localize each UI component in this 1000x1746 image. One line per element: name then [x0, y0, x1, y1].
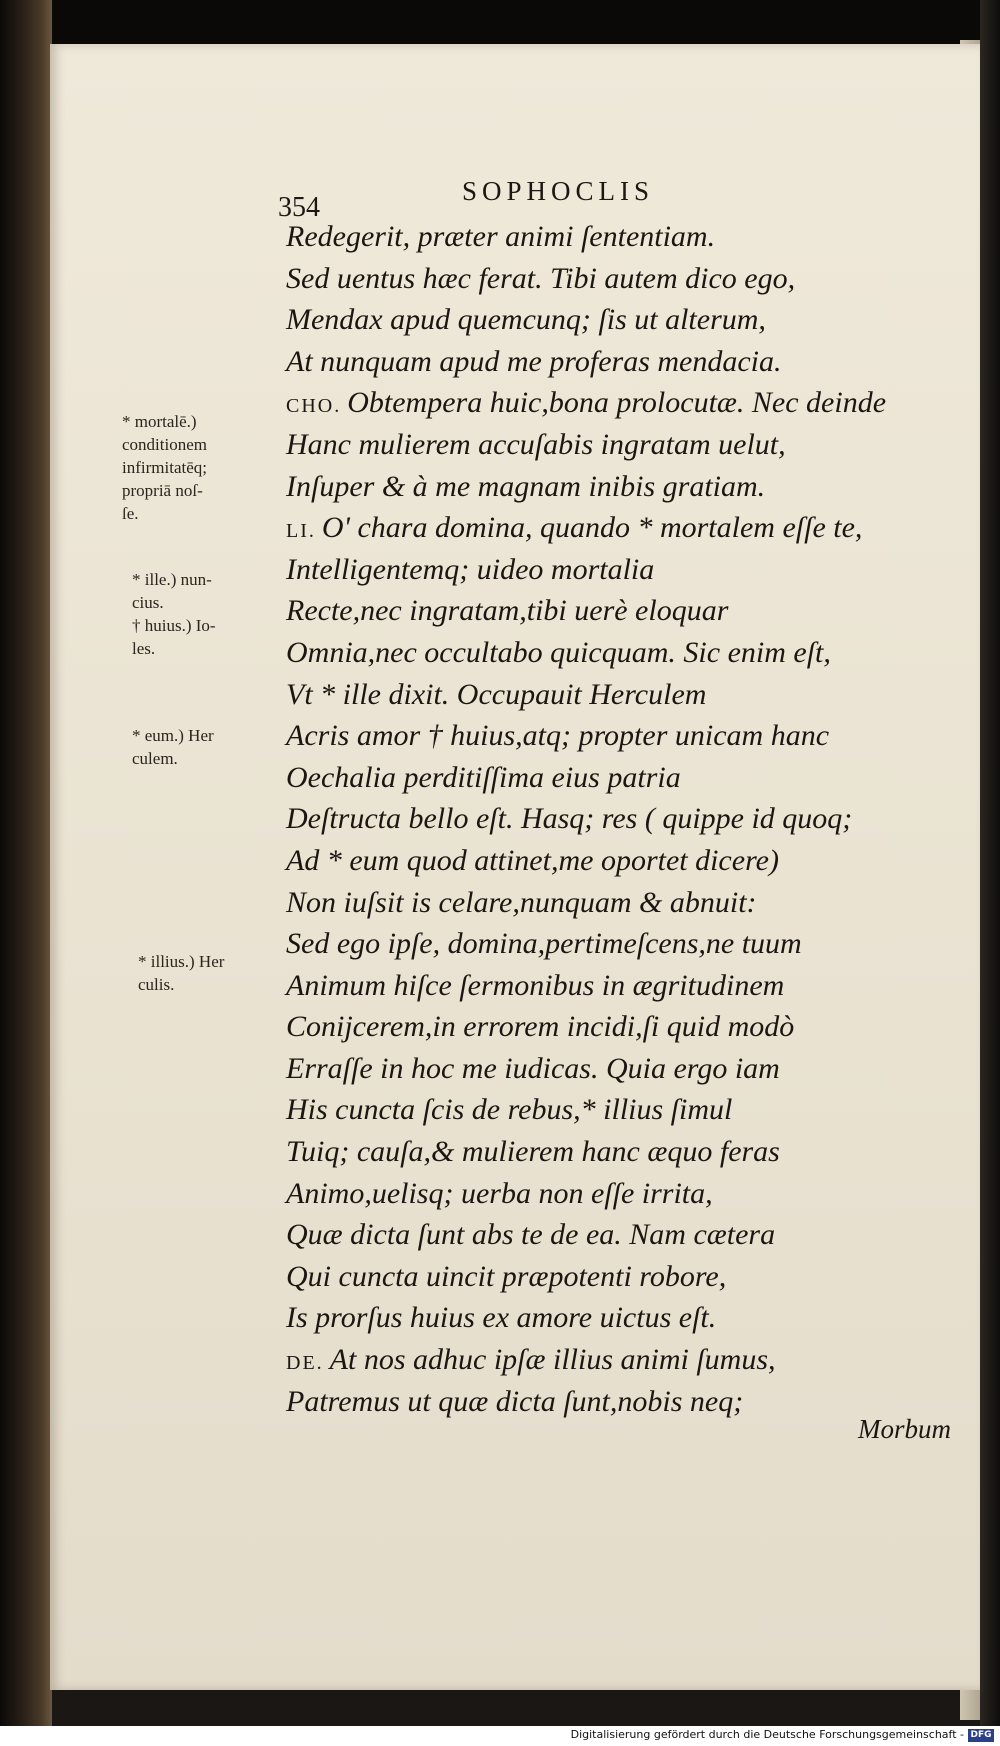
digitization-credit: Digitalisierung gefördert durch die Deutsche Forschungsgemeinschaft - — [570, 1728, 964, 1741]
verse-line-text: His cuncta ſcis de rebus,* illius ſimul — [286, 1093, 733, 1127]
verse-line — [286, 382, 976, 424]
verse-line-text: Oechalia perditiſſima eius patria — [286, 760, 681, 794]
speaker-label: LI. — [286, 520, 316, 543]
verse-line — [286, 466, 976, 508]
verse-line-text: Mendax apud quemcunq; ſis ut alterum, — [286, 303, 766, 337]
verse-line — [286, 216, 976, 258]
catchword: Morbum — [858, 1414, 951, 1444]
margin-note-line: infirmitatēq; — [122, 458, 207, 477]
verse-line — [286, 674, 976, 716]
verse-line-text: At nos adhuc ipſæ illius animi ſumus, — [329, 1343, 776, 1377]
verse-line — [286, 882, 976, 924]
scan-top-border — [0, 0, 1000, 44]
verse-line-text: Qui cuncta uincit præpotenti robore, — [286, 1259, 727, 1293]
verse-line-text: Tuiq; cauſa,& mulierem hanc æquo feras — [286, 1135, 780, 1169]
margin-note-line: cius. — [132, 593, 164, 612]
verse-line-text: Intelligentemq; uideo mortalia — [286, 552, 655, 586]
verse-line — [286, 1339, 976, 1381]
margin-note-eum — [132, 724, 214, 770]
verse-line-text: Vt * ille dixit. Occupauit Herculem — [286, 677, 707, 711]
verse-line — [286, 923, 976, 965]
verse-line-text: Sed uentus hæc ferat. Tibi autem dico ego, — [286, 261, 796, 295]
verse-line — [286, 1006, 976, 1048]
verse-line — [286, 1256, 976, 1298]
verse-line-text: Quæ dicta ſunt abs te de ea. Nam cætera — [286, 1218, 776, 1252]
verse-line-text: Hanc mulierem accuſabis ingratam uelut, — [286, 427, 786, 461]
margin-note-line: * illius.) Her — [138, 952, 225, 971]
margin-note-illius — [138, 950, 224, 996]
verse-line-text: Redegerit, præter animi ſententiam. — [286, 220, 716, 253]
dfg-logo: DFG — [968, 1729, 994, 1742]
margin-note-line: propriā noſ- — [122, 481, 203, 500]
verse-line — [286, 549, 976, 591]
margin-note-line: conditionem — [122, 435, 207, 454]
verse-line — [286, 1297, 976, 1339]
book-page — [50, 44, 980, 1690]
running-title: SOPHOCLIS — [462, 176, 655, 206]
verse-line — [286, 757, 976, 799]
verse-line — [286, 840, 976, 882]
verse-line-text: Animo,uelisq; uerba non eſſe irrita, — [286, 1176, 713, 1210]
scan-right-border — [980, 0, 1000, 1746]
verse-line — [286, 1131, 976, 1173]
margin-note-line: ſe. — [122, 504, 139, 523]
margin-note-line: les. — [132, 639, 156, 658]
verse-line-text: At nunquam apud me proferas mendacia. — [286, 344, 782, 378]
verse-line — [286, 299, 976, 341]
verse-line-text: Conijcerem,in errorem incidi,ſi quid modò — [286, 1010, 795, 1044]
verse-line — [286, 1048, 976, 1090]
verse-line-text: Non iuſsit is celare,nunquam & abnuit: — [286, 885, 757, 919]
verse-line — [286, 590, 976, 632]
book-binding — [0, 0, 52, 1746]
verse-line-text: Patremus ut quæ dicta ſunt,nobis neq; — [286, 1384, 744, 1418]
margin-note-line: * mortalē.) — [122, 412, 197, 431]
verse-line-text: Ad * eum quod attinet,me oportet dicere) — [286, 843, 779, 877]
verse-line-text: Recte,nec ingratam,tibi uerè eloquar — [286, 594, 729, 628]
speaker-label: CHO. — [286, 395, 342, 418]
margin-note-mortalem — [122, 410, 207, 525]
verse-line — [286, 1173, 976, 1215]
margin-note-line: culis. — [138, 975, 175, 994]
verse-line — [286, 798, 976, 840]
verse-line — [286, 1214, 976, 1256]
verse-line-text: O' chara domina, quando * mortalem eſſe te, — [321, 511, 863, 545]
verse-line-text: Inſuper & à me magnam inibis gratiam. — [286, 469, 766, 503]
page-number: 354 — [278, 192, 320, 223]
verse-text — [286, 216, 976, 1422]
verse-line — [286, 341, 976, 383]
speaker-label: DE. — [286, 1352, 324, 1375]
verse-line — [286, 258, 976, 300]
margin-note-ille — [132, 568, 216, 660]
verse-line-text: Sed ego ipſe, domina,pertimeſcens,ne tuum — [286, 927, 802, 961]
verse-line-text: Is prorſus huius ex amore uictus eſt. — [286, 1301, 717, 1335]
verse-line-text: Animum hiſce ſermonibus in ægritudinem — [286, 968, 785, 1002]
verse-line-text: Obtempera huic,bona prolocutæ. Nec deinde — [347, 386, 887, 420]
verse-line-text: Erraſſe in hoc me iudicas. Quia ergo iam — [286, 1051, 780, 1085]
verse-line-text: Omnia,nec occultabo quicquam. Sic enim eſt, — [286, 635, 831, 669]
page-header — [50, 172, 980, 223]
verse-line-text: Deſtructa bello eſt. Hasq; res ( quippe id quoq; — [286, 802, 853, 836]
verse-line — [286, 965, 976, 1007]
verse-line-text: Acris amor † huius,atq; propter unicam hanc — [286, 719, 830, 753]
verse-line — [286, 715, 976, 757]
margin-note-line: † huius.) Io- — [132, 616, 216, 635]
margin-note-line: * eum.) Her — [132, 726, 214, 745]
margin-note-line: * ille.) nun- — [132, 570, 212, 589]
verse-line — [286, 424, 976, 466]
verse-line — [286, 507, 976, 549]
margin-note-line: culem. — [132, 749, 178, 768]
verse-line — [286, 1089, 976, 1131]
verse-line — [286, 632, 976, 674]
